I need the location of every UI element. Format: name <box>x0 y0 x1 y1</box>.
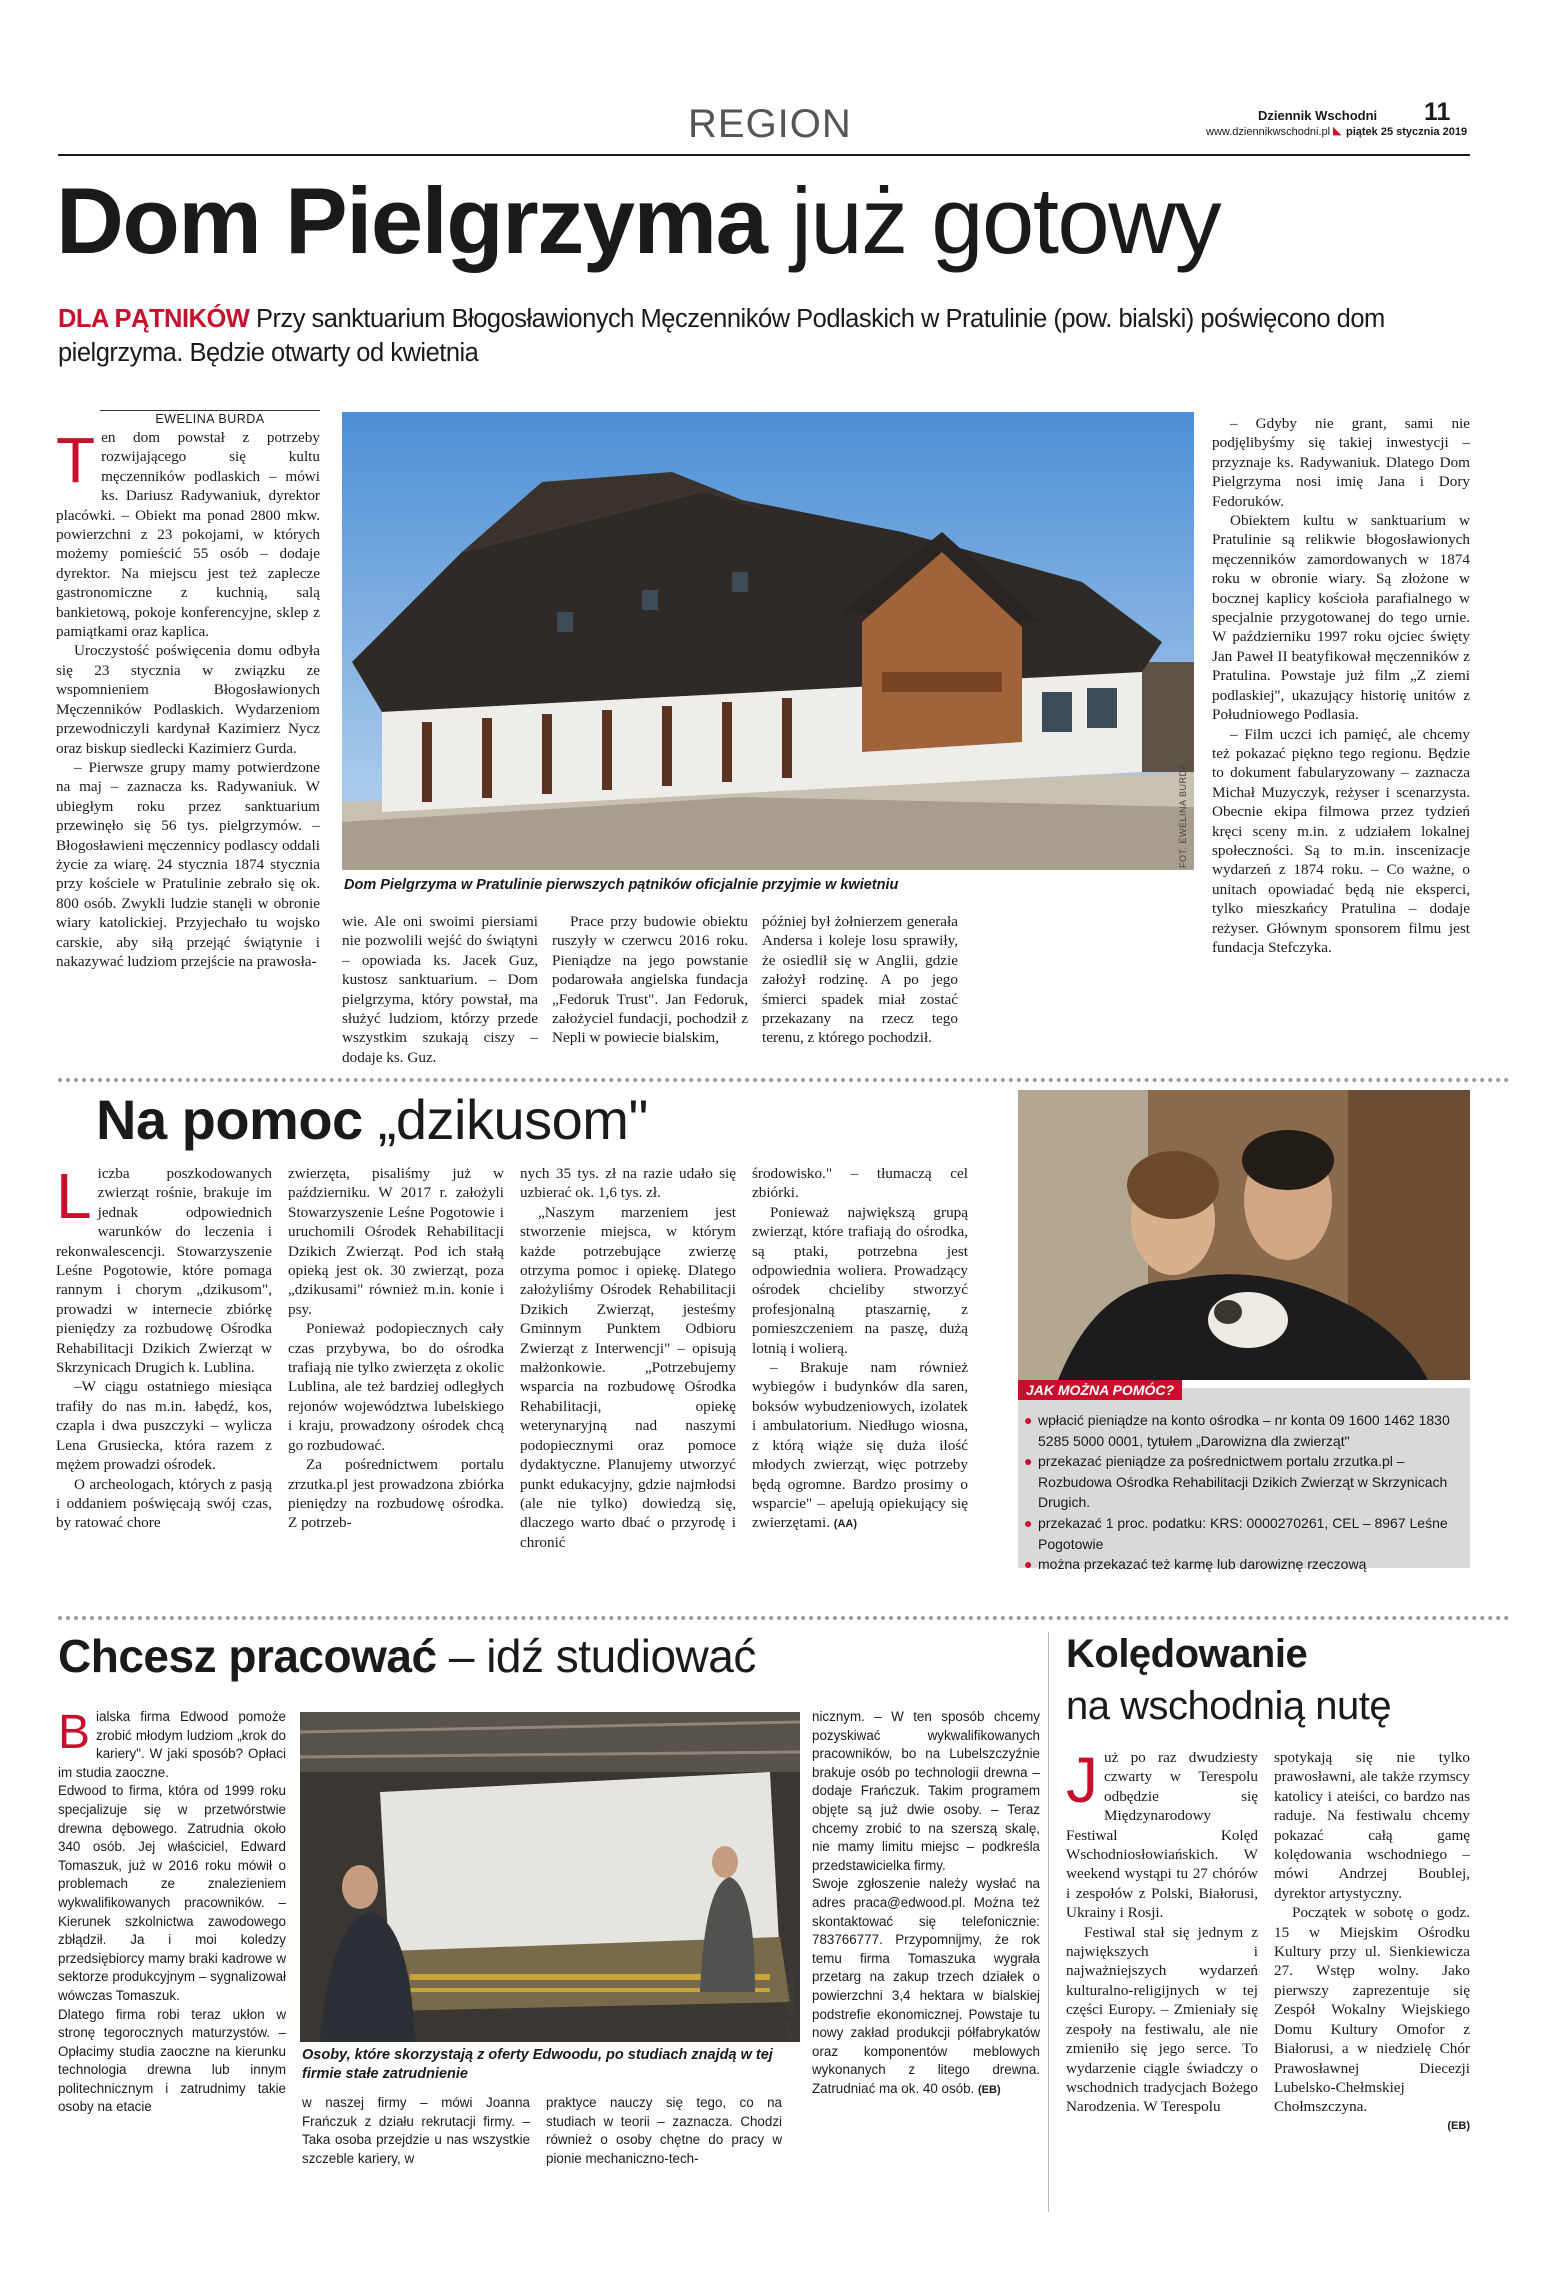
couple-image <box>1018 1090 1470 1380</box>
pilgrim-house-photo <box>342 412 1194 870</box>
paragraph: –W ciągu ostatniego miesiąca trafiły do nas m.in. łabędź, kos, czapla i dwa puszczyki – wylicza Lena Grusiecka, która razem z mężem prowadzi ośrodek. <box>56 1378 272 1474</box>
section-label: REGION <box>688 102 852 146</box>
bullet-icon: ● <box>1024 1514 1033 1531</box>
paragraph-text: – Brakuje nam również wybiegów i budynków dla saren, boksów wybudzeniowych, izolatek i ambulatorium. Niedługo wiosna, z którą wiąże się duża ilość młodych zwierząt, więc potrzeby będą ogromne. Bardzo prosimy o wsparcie" – apelują opiekujący się zwierzętami. <box>752 1359 968 1532</box>
photo-credit: FOT. EWELINA BURDA <box>1178 762 1188 868</box>
help-item-text: wpłacić pieniądze na konto ośrodka – nr konta 09 1600 1462 1830 5285 5000 0001, tytułem „Darowizna dla zwierząt" <box>1038 1412 1450 1449</box>
dropcap: L <box>56 1160 92 1232</box>
paragraph: Obiektem kultu w sanktuarium w Pratulinie są relikwie błogosławionych męczenników zamordowanych w 1874 roku w obronie wiary. Są złożone w bocznej kaplicy kościoła parafialnego w specjalnie przygotowanej do tego urnie. W październiku 1997 roku ojciec święty Jan Paweł II beatyfikował męczenników z Pratulina. Powstaje już film „Z ziemi podlaskiej", ukazujący historię unitów z Południowego Podlasia. <box>1212 512 1470 724</box>
article4-col2 <box>1274 1748 1470 2136</box>
paragraph: praktyce nauczy się tego, co na studiach w teorii – zaznacza. Chodzi również o osoby chętne do pracy w pionie mechaniczno-tech- <box>546 2095 782 2166</box>
signature: (EB) <box>1447 2119 1470 2132</box>
headline-bold: Kolędowanie <box>1066 1632 1308 1676</box>
dropcap: B <box>58 1706 91 1759</box>
bullet-icon: ● <box>1024 1556 1033 1573</box>
article1-col1 <box>56 424 320 971</box>
article2-col2 <box>288 1164 504 1533</box>
article3-col1 <box>58 1708 286 2117</box>
article1-col5 <box>1212 414 1470 957</box>
paragraph: – Film uczci ich pamięć, ale chcemy też pokazać piękno tego regionu. Będzie to dokument fabularyzowany – zaznacza Michał Muzyczyk, reżyser i scenarzysta. Obecnie ekipa filmowa przez tydzień kręci sceny m.in. z udziałem lokalnej społeczności. Są to m.in. inscenizacje wydarzeń z 1874 roku. – Co ważne, o unitach opowiadać będą nie eksperci, tylko mieszkańcy Pratulina – dodaje reżyser. Głównym sponsorem filmu jest fundacja Stefczyka. <box>1212 725 1470 956</box>
article3-col3 <box>546 2094 782 2168</box>
header-rule <box>58 154 1470 156</box>
help-item <box>1024 1410 1464 1451</box>
masthead-name: Dziennik Wschodni <box>1258 108 1378 123</box>
headline-light: „dzikusom" <box>377 1088 648 1151</box>
article1-col2 <box>342 912 538 1067</box>
paragraph-text: Swoje zgłoszenie należy wysłać na adres praca@edwood.pl. Można też skontaktować się telefonicznie: 783766777. Przypomnijmy, że rok temu firma Tomaszuka wygrała przetarg na zakup trzech działek o powierzchni 3,4 hektara w bialskiej podstrefie ekonomicznej. Powstaje tu nowy zakład produkcji półfabrykatów oraz komponentów meblowych wykonanych z litego drewna. Zatrudniać ma ok. 40 osób. <box>812 1876 1040 2096</box>
lead-label: DLA PĄTNIKÓW <box>58 305 250 333</box>
paragraph: iczba poszkodowanych zwierząt rośnie, brakuje im jednak odpowiednich warunków do leczenia i rekonwalescencji. Stowarzyszenie Leśne Pogotowie, które pomaga rannym i chorym „dzikusom", prowadzi w internecie zbiórkę pieniędzy za rozbudowę Ośrodka Rehabilitacji Dzikich Zwierząt w Skrzynicach Drugich k. Lublina. <box>56 1165 272 1377</box>
headline-bold: Na pomoc <box>96 1088 363 1151</box>
masthead-url[interactable]: www.dziennikwschodni.pl <box>1206 126 1331 138</box>
article4-headline <box>1066 1628 1391 1732</box>
photo-caption: Dom Pielgrzyma w Pratulinie pierwszych pątników oficjalnie przyjmie w kwietniu <box>344 877 899 893</box>
article2-col3 <box>520 1164 736 1552</box>
help-item-text: można przekazać też karmę lub darowiznę rzeczową <box>1038 1556 1367 1573</box>
paragraph: en dom powstał z potrzeby rozwijającego się kultu męczenników podlaskich – mówi ks. Dariusz Radywaniuk, dyrektor placówki. – Obiekt ma ponad 2800 mkw. powierzchni z 23 pokojami, w których możemy pomieścić 55 osób – dodaje dyrektor. Na miejscu jest też zaplecze gastronomiczne z kuchnią, salą bankietową, pokoje konferencyjne, sklep z pamiątkami oraz kaplica. <box>56 429 320 641</box>
headline-light: na wschodnią nutę <box>1066 1684 1392 1728</box>
help-item-text: przekazać 1 proc. podatku: KRS: 0000270261, CEL – 8967 Leśne Pogotowie <box>1038 1514 1448 1552</box>
article4-divider <box>1048 1632 1049 2212</box>
article4-col1 <box>1066 1744 1258 2117</box>
help-item <box>1024 1451 1464 1513</box>
paragraph: ialska firma Edwood pomoże zrobić młodym ludziom „krok do kariery". W jaki sposób? Opłaci im studia zaoczne. <box>58 1709 286 1780</box>
headline-light: już gotowy <box>790 168 1221 273</box>
paragraph: Ponieważ podopiecznych cały czas przybywa, bo do ośrodka trafiają nie tylko zwierzęta z okolic Lublina, ale też bardziej odległych rejonów województwa lubelskiego i kraju, prowadzony ośrodek chcą go rozbudować. <box>288 1320 504 1454</box>
article2-headline <box>96 1084 648 1156</box>
article3-col2 <box>302 2094 530 2168</box>
signature: (EB) <box>978 2083 1001 2096</box>
paragraph: uż po raz dwudziesty czwarty w Terespolu odbędzie się Międzynarodowy Festiwal Kolęd Wschodniosłowiańskich. W weekend wystąpi tu 27 chórów i zespołów z Polski, Białorusi, Ukrainy i Rosji. <box>1066 1749 1258 1922</box>
paragraph: nych 35 tys. zł na razie udało się uzbierać ok. 1,6 tys. zł. <box>520 1165 736 1202</box>
author-byline: EWELINA BURDA <box>100 410 320 426</box>
paragraph <box>812 1875 1040 2099</box>
paragraph: Za pośrednictwem portalu zrzutka.pl jest prowadzona zbiórka pieniędzy na rozbudowę ośrodka. Z potrzeb- <box>288 1456 504 1532</box>
signature: (AA) <box>833 1518 858 1531</box>
paragraph: – Gdyby nie grant, sami nie podjęlibyśmy się takiej inwestycji – przyznaje ks. Radywaniuk. Dlatego Dom Pielgrzyma nosi imię Jana i Dory Fedoruków. <box>1212 415 1470 510</box>
paragraph: środowisko." – tłumaczą cel zbiórki. <box>752 1165 968 1202</box>
paragraph <box>752 1358 968 1535</box>
page-number: 11 <box>1424 98 1451 126</box>
paragraph: nicznym. – W ten sposób chcemy pozyskiwać wykwalifikowanych pracowników, bo na Lubelszczyźnie brakuje osób po technologii drewna – dodaje Frańczuk. Takim programem objęte są już dwie osoby. – Teraz chcemy zrobić to na szerszą skalę, nie mamy limitu miejsc – podkreśla przedstawicielka firmy. <box>812 1709 1040 1873</box>
dropcap: T <box>56 424 96 496</box>
factory-image <box>300 1712 800 2042</box>
paragraph: później był żołnierzem generała Andersa i koleje losu sprawiły, że osiedlił się w Anglii, gdzie założył rodzinę. A po jego śmierci spadek miał zostać przekazany na rzecz tego terenu, z którego pochodził. <box>762 913 958 1047</box>
headline-light: – idź studiować <box>448 1630 756 1682</box>
lead-text: Przy sanktuarium Błogosławionych Męczenników Podlaskich w Pratulinie (pow. bialski) poświęcono dom pielgrzyma. Będzie otwarty od kwietnia <box>58 305 1385 367</box>
article1-col3 <box>552 912 748 1048</box>
section-divider <box>58 1616 1510 1620</box>
dropcap: J <box>1066 1744 1098 1816</box>
factory-photo <box>300 1712 800 2042</box>
paragraph: Dlatego firma robi teraz ukłon w stronę tegorocznych maturzystów. – Opłacimy studia zaoczne na kierunku technologia drewna lub innym politechnicznym i zatrudnimy takie osoby na etacie <box>58 2006 286 2115</box>
masthead-date: piątek 25 stycznia 2019 <box>1346 126 1468 138</box>
paragraph: Festiwal stał się jednym z największych i najważniejszych wydarzeń kulturalno-religijnych w tej części Europy. – Zmieniały się zespoły na festiwalu, ale nie zmieniło się jego serce. To wydarzenie ciągle świadczy o wschodnich tradycjach Bożego Narodzenia. W Terespolu <box>1066 1923 1258 2116</box>
paragraph: w naszej firmy – mówi Joanna Frańczuk z działu rekrutacji firmy. – Taka osoba przejdzie u nas wszystkie szczeble kariery, w <box>302 2095 530 2166</box>
paragraph: Ponieważ największą grupą zwierząt, które trafiają do ośrodka, są ptaki, potrzebna jest odpowiednia woliera. Prowadzący ośrodek chcieliby stworzyć profesjonalną ptaszarnię, z pomieszczeniem na paszę, dużą lotnią i wolierą. <box>752 1203 968 1357</box>
paragraph: „Naszym marzeniem jest stworzenie miejsca, w którym każde potrzebujące zwierzę otrzyma pomoc i opiekę. Dlatego założyliśmy Ośrodek Rehabilitacji Dzikich Zwierząt, jesteśmy Gminnym Punktem Odbioru Zwierząt z Interwencji" – opisują małżonkowie. „Potrzebujemy wsparcia na rozbudowę Ośrodka Rehabilitacji, opiekę weterynaryjną nad naszymi podopiecznymi oraz pomoce dydaktyczne. Planujemy utworzyć punkt edukacyjny, gdzie najmłodsi (ale nie tylko) dowiedzą się, dlaczego warto dbać o przyrodę i chronić <box>520 1203 736 1551</box>
article2-col4 <box>752 1164 968 1535</box>
section-divider <box>58 1078 1510 1082</box>
paragraph: Edwood to firma, która od 1999 roku specjalizuje się w przetwórstwie drewna dębowego. Zatrudnia około 340 osób. Jej właściciel, Edward Tomaszuk, już w 2016 roku mówił o problemach ze znalezieniem wykwalifikowanych pracowników. – Kierunek szkolnictwa zawodowego zbłądził. Ja i moi koledzy przedsiębiorcy mamy braki kadrowe w sektorze produkcyjnym – sygnalizował wówczas Tomaszuk. <box>58 1783 286 2003</box>
photo-caption: Osoby, które skorzystają z oferty Edwoodu, po studiach znajdą w tej firmie stałe zatrudnienie <box>302 2047 773 2082</box>
help-item <box>1024 1513 1464 1554</box>
paragraph: zwierzęta, pisaliśmy już w październiku. W 2017 r. założyli Stowarzyszenie Leśne Pogotowie i uruchomili Ośrodek Rehabilitacji Dzikich Zwierząt. Pod ich stałą opieką jest ok. 30 zwierząt, poza „dzikusami" również m.in. konie i psy. <box>288 1165 504 1318</box>
photo-credit: FOT. EDWOOD <box>786 1971 796 2040</box>
bullet-icon: ● <box>1024 1412 1033 1428</box>
masthead-arrow-icon: ◣ <box>1333 125 1342 137</box>
help-item <box>1024 1554 1464 1575</box>
help-list <box>1024 1410 1464 1575</box>
pilgrim-house-image <box>342 412 1194 870</box>
headline-bold: Chcesz pracować <box>58 1630 437 1682</box>
paragraph: Uroczystość poświęcenia domu odbyła się 23 stycznia w związku ze wspomnieniem Błogosławionych Męczenników Podlaskich. Wydarzeniom przewodniczyli kardynał Kazimierz Nycz oraz biskup siedlecki Kazimierz Gurda. <box>56 642 320 757</box>
article1-col4 <box>762 912 958 1048</box>
paragraph: spotykają się nie tylko prawosławni, ale także rzymscy katolicy i ateiści, co bardzo nas raduje. Na festiwalu chcemy pokazać całą gamę kolędowania wschodniego – mówi Andrzej Boublej, dyrektor artystyczny. <box>1274 1749 1470 1902</box>
paragraph: wie. Ale oni swoimi piersiami nie pozwolili wejść do świątyni – opowiada ks. Jacek Guz, kustosz sanktuarium. – Dom pielgrzyma, który powstał, ma służyć ludziom, którzy przede wszystkim szukają ciszy – dodaje ks. Guz. <box>342 913 538 1066</box>
article1-lead <box>58 302 1468 370</box>
paragraph: Prace przy budowie obiektu ruszyły w czerwcu 2016 roku. Pieniądze na jego powstanie podarowała angielska fundacja „Fedoruk Trust". Jan Fedoruk, założyciel fundacji, pochodził z Nepli w powiecie bialskim, <box>552 913 748 1047</box>
article1-headline <box>56 166 1220 276</box>
help-box-title: JAK MOŻNA POMÓC? <box>1018 1380 1182 1400</box>
headline-bold: Dom Pielgrzyma <box>56 168 767 273</box>
article3-headline <box>58 1624 756 1688</box>
article2-col1 <box>56 1160 272 1533</box>
paragraph: – Pierwsze grupy mamy potwierdzone na maj – zaznacza ks. Radywaniuk. W ubiegłym roku przez sanktuarium przewinęło się 56 tys. pielgrzymów. – Błogosławieni męczennicy podlascy oddali życie za wiarę. 24 stycznia 1874 stycznia przy kościele w Pratulinie zebrało się ok. 800 osób. Zwykli ludzie stanęli w obronie wiary katolickiej. Przyjechało tu wojsko carskie, aby siłą przejąć świątynie i nakazywać ludziom przejście na prawosła- <box>56 758 320 970</box>
couple-with-cat-photo <box>1018 1090 1470 1380</box>
bullet-icon: ● <box>1024 1453 1033 1470</box>
help-item-text: przekazać pieniądze za pośrednictwem portalu zrzutka.pl – Rozbudowa Ośrodka Rehabilitacji Dzikich Zwierząt w Skrzynicach Drugich. <box>1038 1453 1448 1511</box>
paragraph: Początek w sobotę o godz. 15 w Miejskim Ośrodku Kultury przy ul. Sienkiewicza 27. Wstęp wolny. Jako pierwszy zaprezentuje się Zespół Wokalny Wiejskiego Domu Kultury Omofor z Białorusi, a w niedzielę Chór Prawosławnej Diecezji Lubelsko-Chełmskiej Chołmszczyna. <box>1274 1904 1470 2116</box>
article3-col4 <box>812 1708 1040 2099</box>
paragraph: O archeologach, których z pasją i oddaniem poświęcają swój czas, by ratować chore <box>56 1475 272 1532</box>
